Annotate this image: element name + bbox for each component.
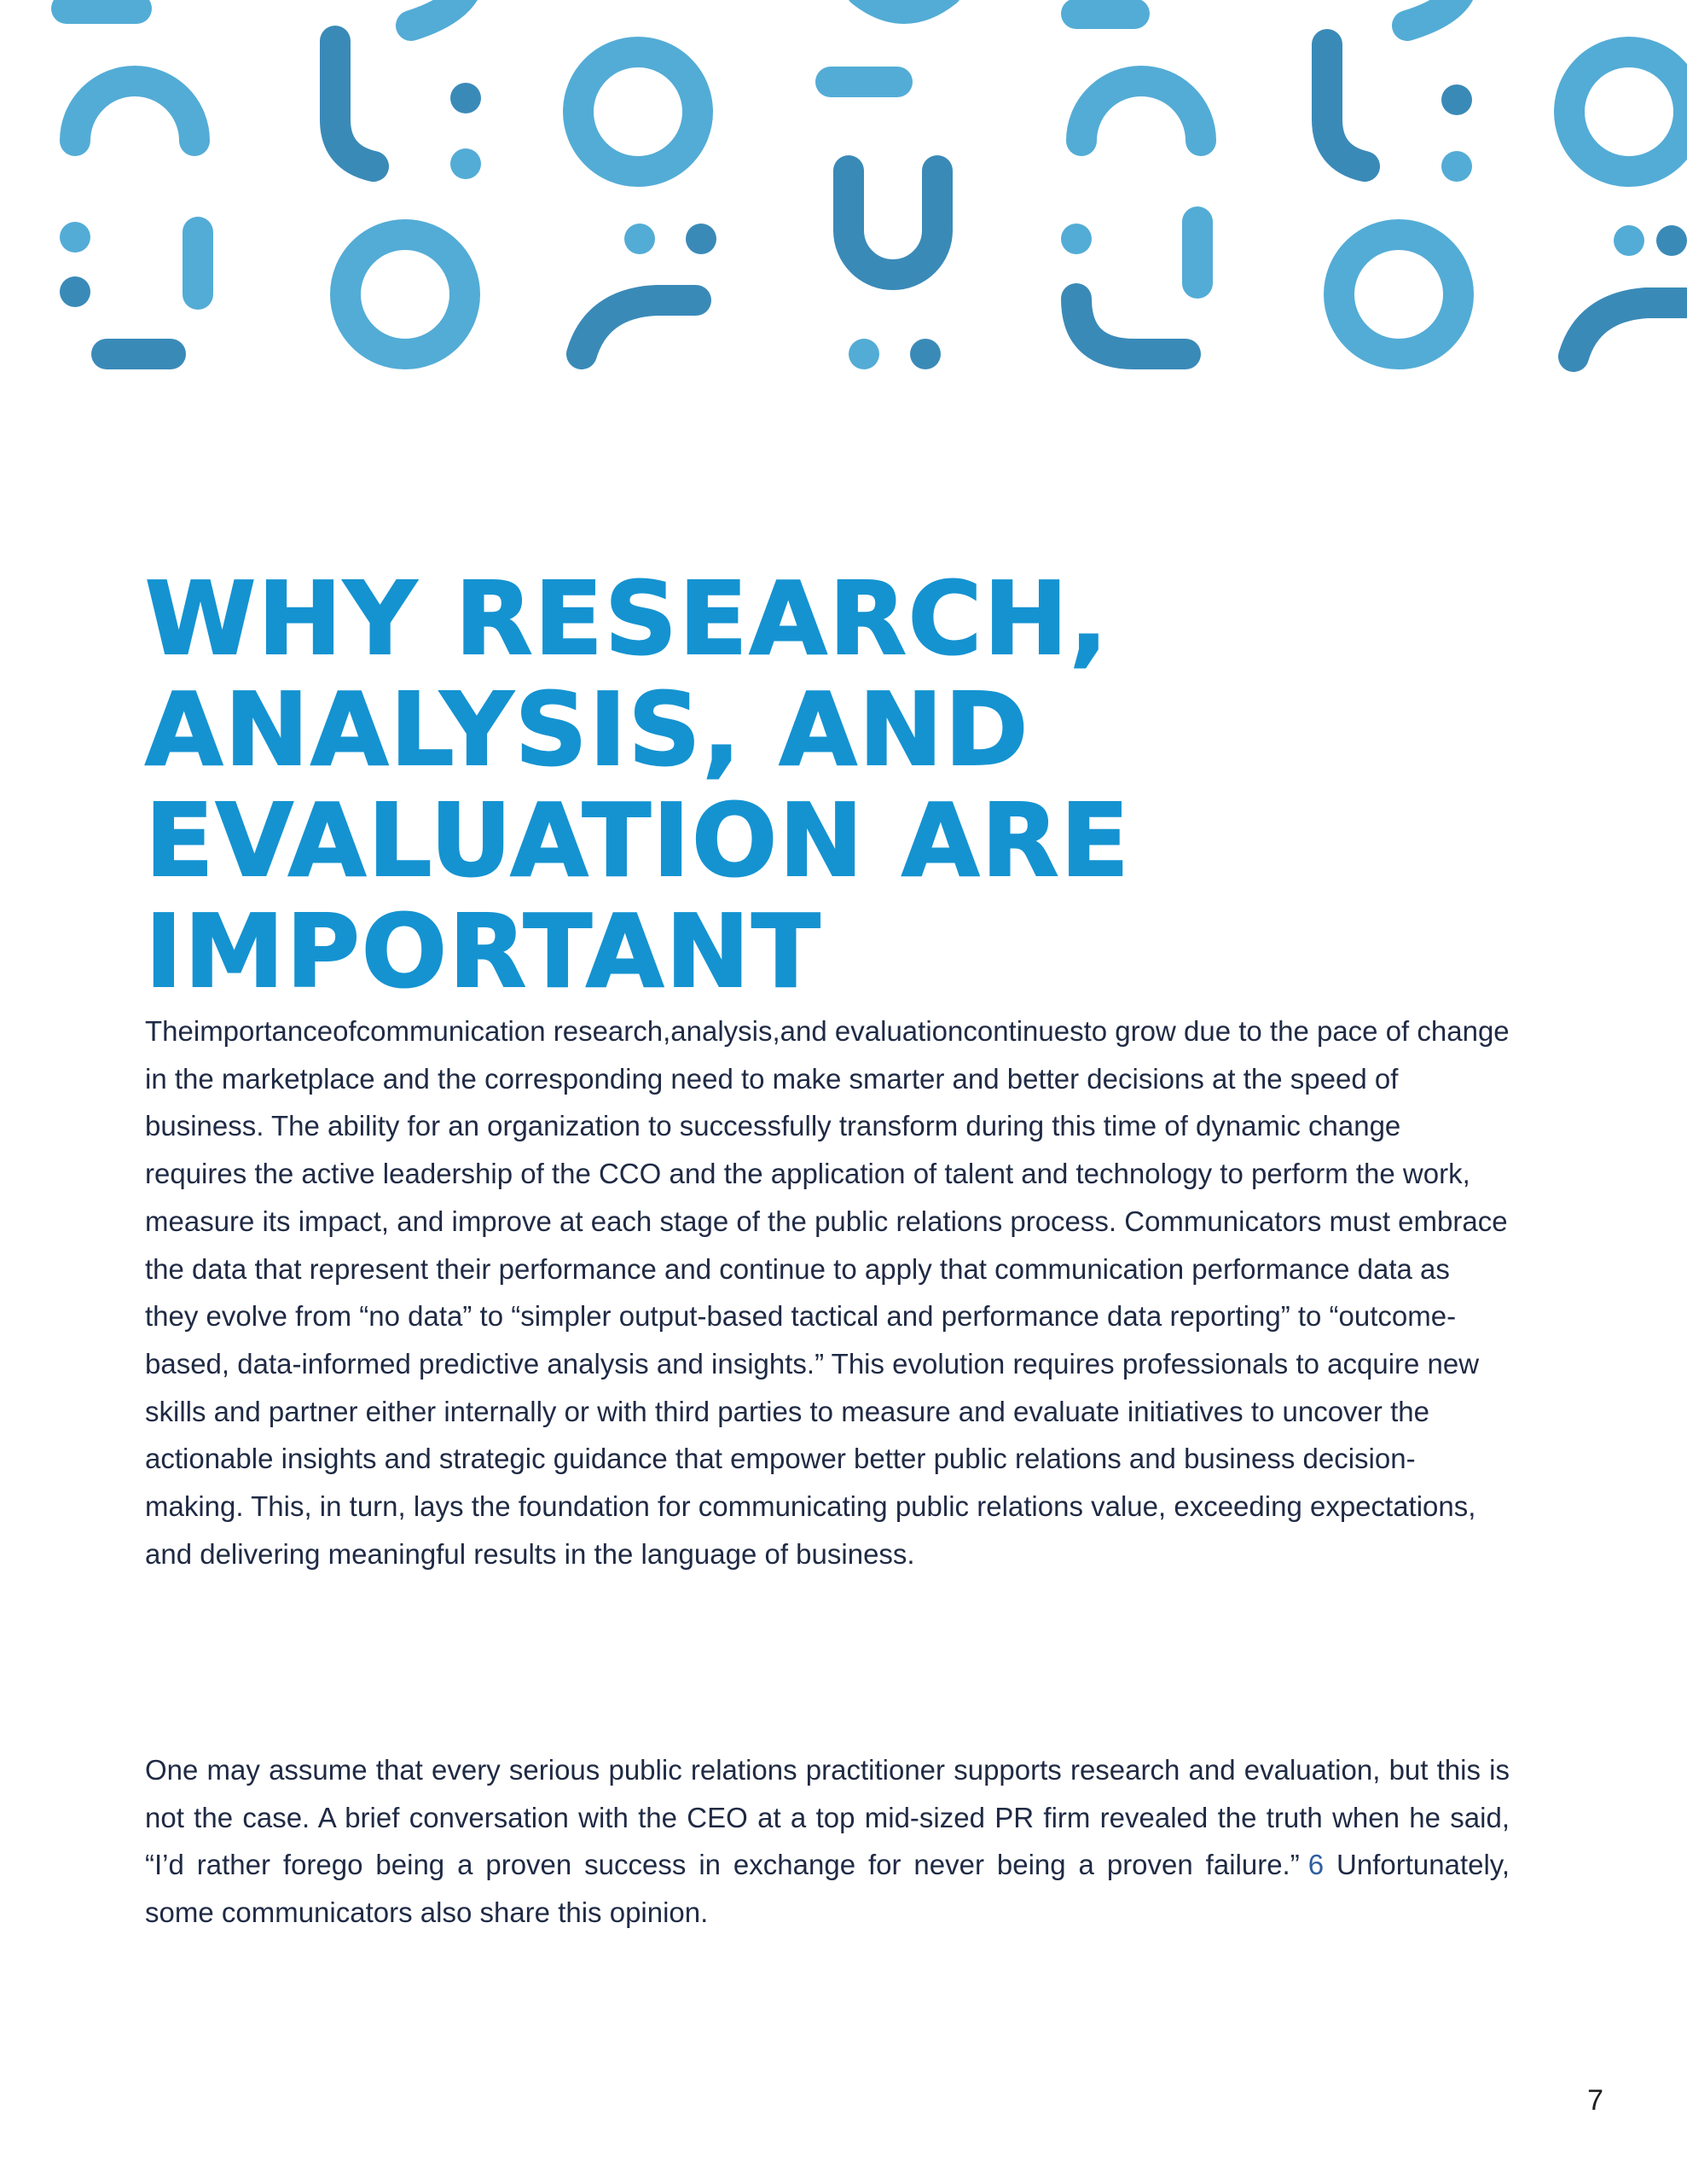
- pattern-dot: [60, 276, 90, 307]
- pattern-arc: [861, 0, 947, 9]
- pattern-hook: [1327, 44, 1365, 166]
- footnote-link[interactable]: 6: [1307, 1849, 1325, 1881]
- pattern-dot: [1656, 225, 1687, 256]
- pattern-dot: [60, 222, 90, 253]
- title-line: EVALUATION ARE: [145, 781, 1131, 899]
- pattern-hook: [1076, 299, 1186, 354]
- pattern-arc: [1407, 0, 1460, 26]
- page-number: 7: [1587, 2084, 1603, 2117]
- pattern-hook: [335, 41, 374, 166]
- pattern-u: [849, 171, 937, 275]
- body-paragraph-2: [145, 1746, 1510, 1937]
- decorative-pattern: [0, 0, 1687, 392]
- pattern-dot: [1441, 151, 1472, 182]
- pattern-arc: [582, 300, 696, 354]
- pattern-ring: [1339, 235, 1458, 354]
- pattern-dot: [686, 224, 716, 254]
- pattern-arch: [1081, 81, 1201, 141]
- body-paragraph-1: Theimportanceofcommunication research,analysis,and evaluationcontinuesto grow due to the pace of change in the marketplace and the corresponding need to make smarter and better decisions at the speed of business. The ability for an organization to successfully transform during this time of dynamic change requires the active leadership of the CCO and the application of talent and technology to perform the work, measure its impact, and improve at each stage of the public relations process. Communicators must embrace the data that represent their performance and continue to apply that communication performance data as they evolve from “no data” to “simpler output-based tactical and performance data reporting” to “outcome-based, data-informed predictive analysis and insights.” This evolution requires professionals to acquire new skills and partner either internally or with third parties to measure and evaluate initiatives to uncover the actionable insights and strategic guidance that empower better public relations and business decision-making. This, in turn, lays the foundation for communicating public relations value, exceeding expectations, and delivering meaningful results in the language of business.: [145, 1015, 1510, 1570]
- pattern-dot: [1061, 224, 1092, 254]
- pattern-dot: [1441, 84, 1472, 115]
- pattern-dot: [450, 83, 481, 113]
- title-line: ANALYSIS, AND: [145, 671, 1030, 788]
- paragraph-2-end: Unfortunately, some communicators also share this opinion.: [145, 1849, 1510, 1929]
- pattern-ring: [345, 235, 465, 354]
- pattern-arc: [411, 0, 465, 26]
- page-title: [145, 560, 1424, 1010]
- paragraph-2-text: One may assume that every serious public relations practitioner supports research and evaluation, but this is not the case. A brief conversation with the CEO at a top mid-sized PR firm revealed the truth when he said, “I’d rather forego being a proven success in exchange for never being a proven failure.”: [145, 1754, 1510, 1881]
- title-line: IMPORTANT: [145, 892, 822, 1010]
- pattern-dot: [1614, 225, 1644, 256]
- pattern-arch: [75, 81, 194, 141]
- pattern-ring: [1569, 52, 1687, 171]
- pattern-dot: [910, 339, 941, 369]
- pattern-dot: [849, 339, 879, 369]
- pattern-arc: [1574, 303, 1687, 357]
- title-line: WHY RESEARCH,: [145, 560, 1110, 677]
- pattern-dot: [624, 224, 655, 254]
- pattern-dot: [450, 148, 481, 179]
- pattern-ring: [578, 52, 698, 171]
